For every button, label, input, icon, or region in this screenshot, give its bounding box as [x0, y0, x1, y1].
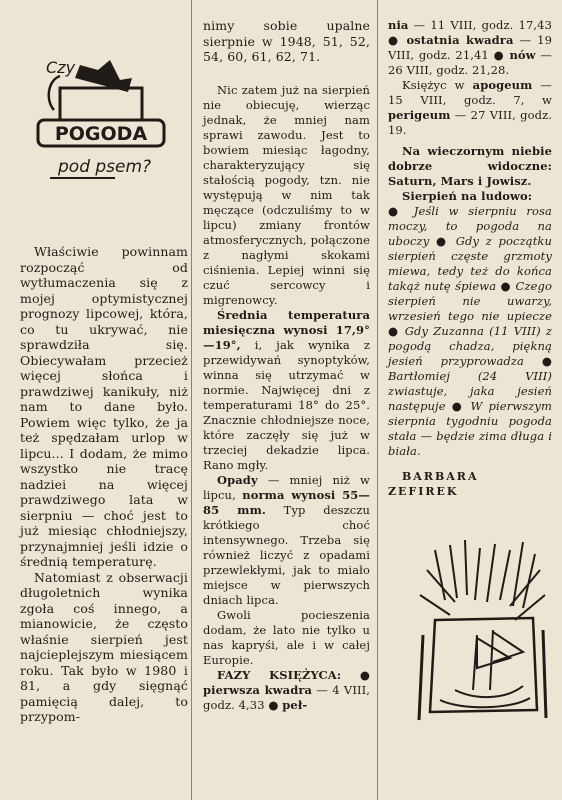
author-signature: BARBARA ZEFIREK [388, 470, 479, 498]
col2-moon-rest: — 4 VIII, godz. 4,33 ● [203, 683, 371, 712]
col1-paragraph-2: Natomiast z obserwacji długoletnich wynika zgoła coś innego, a mianowicie, że często właśnie sierpień jest najcieplejszym miesiącem roku. Tak było w 1980 i 81, a gdy sięgnąć pamięcią dalej, to przypom- [20, 569, 188, 724]
col3-new-moon: nów [509, 48, 536, 62]
col3-last-quarter: ostatnia kwadra [406, 33, 514, 47]
col3-paragraph-0 [388, 18, 552, 78]
logo-word-main: POGODA [54, 123, 148, 145]
col2-rain-rest: Typ deszczu krótkiego choć intensywnego. Trzeba się również liczyć z opadami przewlekłymi, jak to miało miejsce w pierwszych dniach lipca. [203, 503, 370, 607]
col3-full-moon: nia [388, 18, 409, 32]
col2-paragraph-0: nimy sobie upalne sierpnie w 1948, 51, 52, 54, 60, 61, 62, 71. [203, 18, 370, 64]
col3-paragraph-1 [388, 78, 552, 138]
pogoda-logo [20, 40, 170, 190]
col2-temp-rest: i, jak wynika z przewidywań synoptyków, winna się utrzymać w normie. Najwięcej dni z temperaturami 18° do 25°. Znacznie chłodniejsze noce, które zaczęły się już w trzeciej dekadzie lipca. Rano mgły. [203, 338, 370, 472]
logo-word-bottom: pod psem? [58, 157, 152, 177]
col2-moon-bold: FAZY KSIĘŻYCA: ● pierwsza kwadra [203, 668, 370, 697]
col3-moon-a: Księżyc w [402, 78, 473, 92]
col2-paragraph-4: Gwoli pocieszenia dodam, że lato nie tylko u nas kapryśi, ale i w całej Europie. [203, 608, 370, 667]
col2-rain-bold: Opady [217, 473, 258, 487]
ship-illustration [415, 540, 550, 730]
col3-paragraph-2: Na wieczornym niebie dobrze widoczne: Saturn, Mars i Jowisz. [388, 144, 552, 188]
col3-perigee: perigeum [388, 108, 451, 122]
col2-temp-bold: Średnia temperatura miesięczna wynosi 17,9°—19°, [203, 308, 370, 352]
col3-folk-sayings: ● Jeśli w sierpniu rosa moczy, to pogoda na uboczy ● Gdy z początku sierpień częste grzmoty miewa, tedy też do końca takąż nutę śpiewa ● Czego sierpień nie uwarzy, wrzesień tego nie upiecze ● Gdy Zuzanna (11 VIII) z pogodą chadza, piękną jesień przyprowadza ● Bartłomiej (24 VIII) zwiastuje, jaka jesień następuje ● W pierwszym sierpnia tygodniu pogoda stała — będzie zima długa i biała. [388, 204, 552, 458]
col3-folk-heading: Sierpień na ludowo: [402, 189, 533, 203]
col2-paragraph-3 [203, 473, 370, 608]
col2-paragraph-1: Nic zatem już na sierpień nie obiecuję, wierząc jednak, że mniej nam sprawi zawodu. Jest to bowiem miesiąc łagodny, charakteryzujący się stałością pogody, tzn. nie występują w nim tak męczące (odczuliśmy to w lipcu) zmiany frontów atmosferycznych, połączone z nagłymi skokami ciśnienia. Lepiej winni się czuć sercowcy i migrenowcy. [203, 83, 370, 307]
col2-paragraph-2 [203, 308, 370, 473]
col3-last-quarter-date: — 19 VIII, godz. 21,41 ● [388, 33, 553, 62]
col1-paragraph-1: Właściwie powinnam rozpocząć od wytłumaczenia się z mojej optymistycznej prognozy lipcowej, która, co tu ukrywać, nie sprawdziła się. Obiecywałam przecież więcej słońca i prawdziwej kanikuły, niż nam to dane było. Powiem więc tylko, że ja też spędzałam urlop w lipcu... I dodam, że mimo wszystko nie tracę nadziei na więcej prawdziwego lata w sierpniu — choć jest to już miesiąc chłodniejszy, przynajmniej jeśli idzie o średnią temperaturę. [20, 244, 188, 569]
col3-new-moon-date: — 26 VIII, godz. 21,28. [388, 48, 553, 77]
column-1 [20, 244, 188, 725]
col2-rain-bold2: norma wynosi 55—85 mm. [203, 488, 371, 517]
logo-word-top: Czy [46, 58, 76, 77]
col2-rain-mid: — mniej niż w lipcu, [203, 473, 370, 502]
column-2 [203, 18, 370, 65]
col2-moon-bold2: peł- [282, 698, 308, 712]
column-2-body [203, 83, 370, 713]
col3-moon-c: — 27 VIII, godz. 19. [388, 108, 552, 137]
column-divider-2 [377, 0, 378, 800]
column-3 [388, 18, 552, 499]
col3-moon-b: — 15 VIII, godz. 7, w [388, 78, 552, 107]
col3-apogee: apogeum [472, 78, 533, 92]
col2-paragraph-5 [203, 668, 370, 713]
col3-full-moon-date: — 11 VIII, godz. 17,43 ● [388, 18, 552, 47]
column-divider-1 [191, 0, 192, 800]
